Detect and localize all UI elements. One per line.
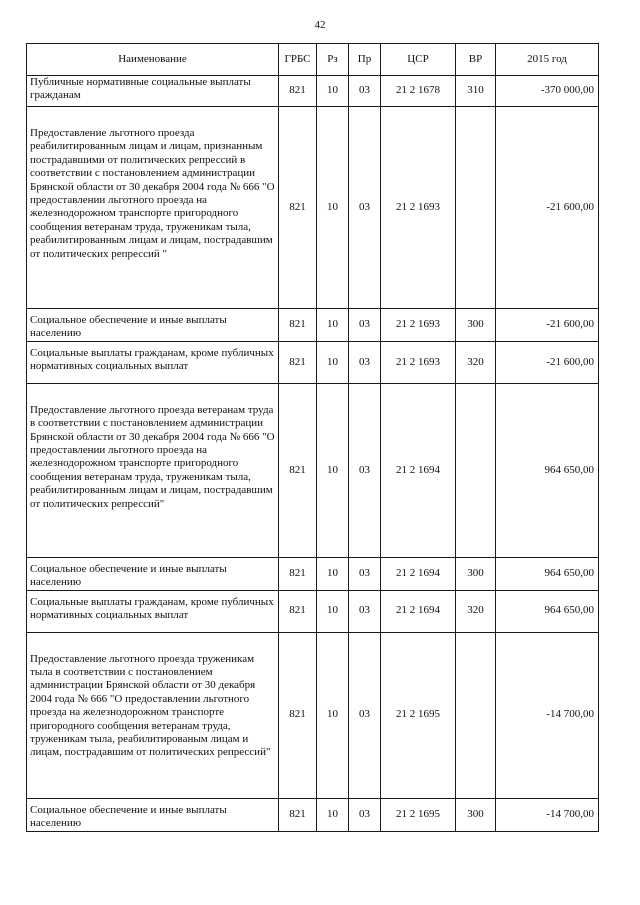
table-row — [27, 557, 599, 590]
row-amount: -21 600,00 — [496, 309, 599, 342]
row-name: Социальное обеспечение и иные выплаты населению — [27, 309, 279, 342]
row-rz: 10 — [317, 590, 349, 632]
header-csr: ЦСР — [381, 44, 456, 76]
row-pr: 03 — [349, 383, 381, 557]
row-vr: 300 — [456, 557, 496, 590]
header-pr: Пр — [349, 44, 381, 76]
table-row — [27, 341, 599, 383]
row-csr: 21 2 1694 — [381, 590, 456, 632]
row-name: Социальные выплаты гражданам, кроме публичных нормативных социальных выплат — [27, 590, 279, 632]
row-rz: 10 — [317, 798, 349, 831]
row-amount: -14 700,00 — [496, 632, 599, 798]
row-rz: 10 — [317, 76, 349, 107]
row-amount: 964 650,00 — [496, 590, 599, 632]
table-row — [27, 383, 599, 557]
row-pr: 03 — [349, 107, 381, 309]
row-name: Предоставление льготного проезда труженикам тыла в соответствии с постановлением администрации Брянской области от 30 декабря 2004 года № 666 "О предоставлении льготного проезда на железнодорожном транспорте пригородного сообщения ветеранам труда, труженикам тыла, реабилитированым лицам и лицам, пострадавшим от политических репрессий" — [27, 632, 279, 798]
row-vr: 320 — [456, 590, 496, 632]
row-grbs: 821 — [279, 76, 317, 107]
row-grbs: 821 — [279, 341, 317, 383]
header-grbs: ГРБС — [279, 44, 317, 76]
row-name: Предоставление льготного проезда реабилитированным лицам и лицам, признанным пострадавшими от политических репрессий в соответствии с постановлением администрации Брянской области от 30 декабря 2004 года № 666 "О предоставлении льготного проезда на железнодорожном транспорте пригородного сообщения ветеранам труда, труженикам тыла, реабилитированным лицам и лицам, пострадавшим от политических репрессий " — [27, 107, 279, 309]
header-year: 2015 год — [496, 44, 599, 76]
table-row — [27, 632, 599, 798]
table-row — [27, 107, 599, 309]
row-rz: 10 — [317, 309, 349, 342]
header-rz: Рз — [317, 44, 349, 76]
row-pr: 03 — [349, 557, 381, 590]
row-csr: 21 2 1693 — [381, 341, 456, 383]
row-grbs: 821 — [279, 557, 317, 590]
row-vr: 300 — [456, 309, 496, 342]
row-csr: 21 2 1678 — [381, 76, 456, 107]
row-pr: 03 — [349, 76, 381, 107]
row-pr: 03 — [349, 590, 381, 632]
row-pr: 03 — [349, 341, 381, 383]
table-row — [27, 309, 599, 342]
row-csr: 21 2 1694 — [381, 383, 456, 557]
row-grbs: 821 — [279, 590, 317, 632]
row-name: Предоставление льготного проезда ветеранам труда в соответствии с постановлением администрации Брянской области от 30 декабря 2004 года № 666 "О предоставлении льготного проезда на железнодорожном транспорте пригородного сообщения ветеранам труда, труженикам тыла, реабилитированным лицам и лицам, пострадавшим от политических репрессий" — [27, 383, 279, 557]
row-rz: 10 — [317, 632, 349, 798]
row-amount: -370 000,00 — [496, 76, 599, 107]
header-vr: ВР — [456, 44, 496, 76]
row-csr: 21 2 1693 — [381, 107, 456, 309]
row-name: Социальное обеспечение и иные выплаты населению — [27, 557, 279, 590]
row-vr — [456, 107, 496, 309]
row-pr: 03 — [349, 632, 381, 798]
table-header-row — [27, 44, 599, 76]
row-amount: -21 600,00 — [496, 341, 599, 383]
row-csr: 21 2 1695 — [381, 798, 456, 831]
row-rz: 10 — [317, 383, 349, 557]
table-row — [27, 590, 599, 632]
row-csr: 21 2 1693 — [381, 309, 456, 342]
row-pr: 03 — [349, 798, 381, 831]
row-rz: 10 — [317, 107, 349, 309]
budget-table — [26, 43, 599, 832]
page-number: 42 — [314, 19, 326, 31]
table-row — [27, 798, 599, 831]
row-vr: 300 — [456, 798, 496, 831]
row-csr: 21 2 1695 — [381, 632, 456, 798]
row-vr: 310 — [456, 76, 496, 107]
row-grbs: 821 — [279, 383, 317, 557]
row-rz: 10 — [317, 557, 349, 590]
row-grbs: 821 — [279, 107, 317, 309]
row-amount: -14 700,00 — [496, 798, 599, 831]
row-vr: 320 — [456, 341, 496, 383]
row-grbs: 821 — [279, 632, 317, 798]
row-name: Социальное обеспечение и иные выплаты населению — [27, 798, 279, 831]
header-name: Наименование — [27, 44, 279, 76]
row-pr: 03 — [349, 309, 381, 342]
row-grbs: 821 — [279, 309, 317, 342]
row-amount: 964 650,00 — [496, 557, 599, 590]
row-name: Социальные выплаты гражданам, кроме публичных нормативных социальных выплат — [27, 341, 279, 383]
row-amount: -21 600,00 — [496, 107, 599, 309]
row-rz: 10 — [317, 341, 349, 383]
table-row — [27, 76, 599, 107]
row-vr — [456, 632, 496, 798]
row-grbs: 821 — [279, 798, 317, 831]
row-csr: 21 2 1694 — [381, 557, 456, 590]
row-name: Публичные нормативные социальные выплаты гражданам — [27, 76, 279, 107]
row-vr — [456, 383, 496, 557]
row-amount: 964 650,00 — [496, 383, 599, 557]
